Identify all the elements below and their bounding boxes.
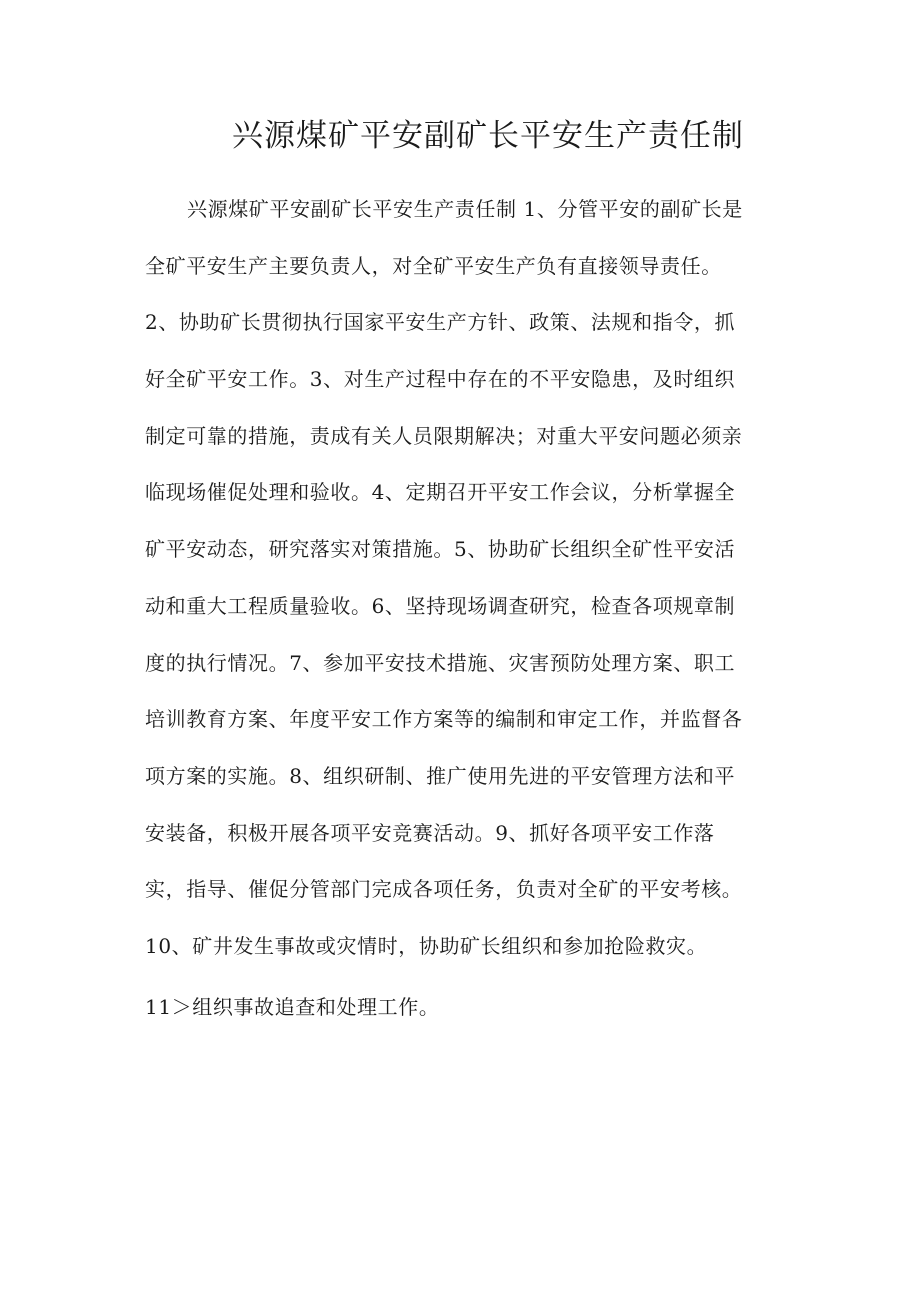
body-line: 11＞组织事故追查和处理工作。 [145,994,440,1019]
body-line: 项方案的实施。8、组织研制、推广使用先进的平安管理方法和平 [145,763,736,788]
body-line: 临现场催促处理和验收。4、定期召开平安工作会议，分析掌握全 [145,480,736,505]
body-line: 兴源煤矿平安副矿长平安生产责任制 1、分管平安的副矿长是 [187,197,743,221]
body-line: 10、矿井发生事故或灾情时，协助矿长组织和参加抢险救灾。 [145,933,708,958]
body-line: 2、协助矿长贯彻执行国家平安生产方针、政策、法规和指令，抓 [145,310,736,335]
document-body [145,184,785,1038]
body-line: 制定可靠的措施，责成有关人员限期解决；对重大平安问题必须亲 [145,423,743,448]
body-line: 安装备，积极开展各项平安竞赛活动。9、抓好各项平安工作落 [145,820,715,845]
body-line: 培训教育方案、年度平安工作方案等的编制和审定工作，并监督各 [145,707,743,732]
body-line: 好全矿平安工作。3、对生产过程中存在的不平安隐患，及时组织 [145,367,736,392]
body-line: 度的执行情况。7、参加平安技术措施、灾害预防处理方案、职工 [145,650,736,675]
body-line: 动和重大工程质量验收。6、坚持现场调查研究，检查各项规章制 [145,593,736,618]
body-line: 矿平安动态，研究落实对策措施。5、协助矿长组织全矿性平安活 [145,537,736,562]
body-line: 实，指导、催促分管部门完成各项任务，负责对全矿的平安考核。 [145,877,743,902]
document-title: 兴源煤矿平安副矿长平安生产责任制 [232,118,744,154]
body-line: 全矿平安生产主要负责人，对全矿平安生产负有直接领导责任。 [145,253,722,278]
